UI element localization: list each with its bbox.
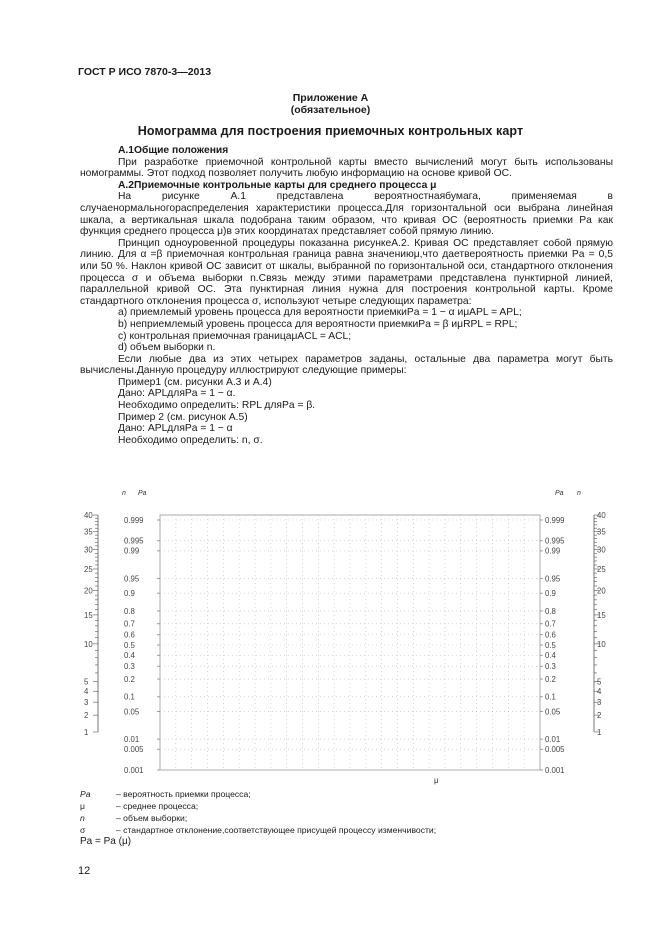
right-probability-label: 0.001 bbox=[545, 765, 565, 775]
left-sample-size-label: 4 bbox=[84, 687, 89, 697]
right-sample-size-label: 10 bbox=[597, 639, 606, 649]
left-sample-size-label: 10 bbox=[84, 639, 93, 649]
left-pa-axis-label: Pa bbox=[138, 490, 147, 497]
left-probability-label: 0.999 bbox=[124, 515, 144, 525]
left-sample-size-label: 5 bbox=[84, 677, 89, 687]
parameter-item-c: c) контрольная приемочная границаμACL = ACL; bbox=[118, 330, 352, 342]
body-text bbox=[80, 145, 613, 446]
left-probability-label: 0.01 bbox=[124, 734, 140, 744]
parameter-item-a: a) приемлемый уровень процесса для вероятности приемкиPa = 1 − α иμAPL = APL; bbox=[118, 307, 522, 319]
left-probability-label: 0.5 bbox=[124, 640, 135, 650]
left-sample-size-label: 30 bbox=[84, 545, 93, 555]
left-sample-size-label: 40 bbox=[84, 511, 93, 520]
left-probability-label: 0.995 bbox=[124, 536, 144, 546]
right-sample-size-label: 3 bbox=[597, 698, 602, 708]
left-probability-label: 0.4 bbox=[124, 651, 135, 661]
right-probability-label: 0.995 bbox=[545, 536, 565, 546]
right-sample-size-label: 1 bbox=[597, 728, 602, 737]
left-probability-label: 0.1 bbox=[124, 692, 135, 702]
right-probability-label: 0.7 bbox=[545, 619, 556, 629]
legend-row-n: n – объем выборки; bbox=[80, 813, 188, 823]
section-a2-paragraph-2: Принцип одноуровенной процедуры показанна рисункеА.2. Кривая ОС представляет собой прямую линию. Для α =β приемочная контрольная граница равна значениюμ,что даетвероятность приемки Pa = 0,5 или 50 %. Наклон кривой ОС зависит от шкалы, выбранной по горизонтальной оси, стандартного отклонения процесса σ и объема выборки n.Связь между этими параметрами представлена пунктирной линией, параллельной кривой ОС. Эта пунктирная линия нужна для построения контрольной карты. Кроме стандартного отклонения процесса σ, используют четыре следующих параметра: bbox=[80, 237, 613, 307]
left-probability-label: 0.05 bbox=[124, 707, 140, 717]
section-a2-paragraph-3: Если любые два из этих четырех параметров заданы, остальные два параметра могут быть вычислены.Данную процедуру иллюстрируют следующие примеры: bbox=[80, 353, 613, 377]
parameter-item-d: d) объем выборки n. bbox=[118, 342, 216, 354]
right-probability-label: 0.99 bbox=[545, 546, 561, 556]
right-probability-label: 0.95 bbox=[545, 574, 561, 584]
figure-legend bbox=[80, 788, 436, 848]
right-probability-label: 0.6 bbox=[545, 630, 556, 640]
left-sample-size-label: 3 bbox=[84, 698, 89, 708]
right-probability-label: 0.1 bbox=[545, 692, 556, 702]
right-probability-label: 0.01 bbox=[545, 734, 561, 744]
left-sample-size-label: 1 bbox=[84, 728, 89, 737]
section-a1-paragraph: При разработке приемочной контрольной карты вместо вычислений могут быть использованы номограммы. Этот подход позволяет получить любую информацию на основе кривой ОС. bbox=[80, 156, 613, 180]
left-probability-label: 0.8 bbox=[124, 606, 135, 616]
mu-axis-label: μ bbox=[434, 776, 439, 785]
right-probability-label: 0.8 bbox=[545, 606, 556, 616]
right-sample-size-label: 40 bbox=[597, 511, 606, 520]
left-sample-size-label: 2 bbox=[84, 711, 89, 721]
example-1-title: Пример1 (см. рисунки А.3 и А.4) bbox=[118, 376, 272, 388]
section-a2-heading: А.2Приемочные контрольные карты для среднего процесса μ bbox=[118, 179, 437, 191]
left-n-axis-label: n bbox=[122, 490, 126, 497]
nomogram-figure bbox=[0, 485, 661, 785]
right-probability-scale bbox=[540, 516, 565, 775]
page-number: 12 bbox=[78, 865, 91, 877]
annex-status: (обязательное) bbox=[290, 104, 371, 116]
example-2-given: Дано: APLдляPa = 1 − α bbox=[118, 423, 233, 435]
left-probability-scale bbox=[124, 516, 160, 775]
left-sample-size-label: 35 bbox=[84, 527, 93, 537]
parameter-item-b: b) неприемлемый уровень процесса для вероятности приемкиPa = β иμRPL = RPL; bbox=[118, 318, 518, 330]
example-2-title: Пример 2 (см. рисунок А.5) bbox=[118, 411, 248, 423]
annex-title: Приложение А bbox=[292, 92, 369, 104]
right-probability-label: 0.005 bbox=[545, 744, 565, 754]
left-probability-label: 0.2 bbox=[124, 674, 135, 684]
right-probability-label: 0.9 bbox=[545, 588, 556, 598]
section-a2-paragraph-1: На рисунке А.1 представлена вероятностнаябумага, применяемая в случаенормальногораспределения характеристики процесса.Для горизонтальной оси выбрана линейная шкала, а вертикальная шкала подобрана таким образом, что кривая ОС (вероятность приемки Pa как функция среднего процесса μ)в этих координатах представляет собой прямую линию. bbox=[80, 191, 613, 238]
section-a1-heading: А.1Общие положения bbox=[118, 145, 229, 156]
left-probability-label: 0.9 bbox=[124, 588, 135, 598]
example-1-find: Необходимо определить: RPL дляPa = β. bbox=[118, 400, 316, 412]
right-probability-label: 0.05 bbox=[545, 707, 561, 717]
left-probability-label: 0.005 bbox=[124, 744, 144, 754]
nomogram-grid bbox=[160, 515, 540, 770]
right-sample-size-label: 20 bbox=[597, 586, 606, 596]
left-sample-size-label: 15 bbox=[84, 610, 93, 620]
left-probability-label: 0.001 bbox=[124, 765, 144, 775]
legend-row-mu: μ – среднее процесса; bbox=[80, 801, 199, 811]
right-sample-size-scale bbox=[594, 511, 606, 737]
example-1-given: Дано: APLдляPa = 1 − α. bbox=[118, 388, 236, 400]
main-title: Номограмма для построения приемочных контрольных карт bbox=[137, 124, 524, 138]
right-probability-label: 0.2 bbox=[545, 674, 556, 684]
right-sample-size-label: 25 bbox=[597, 564, 606, 574]
right-probability-label: 0.3 bbox=[545, 662, 556, 672]
right-sample-size-label: 4 bbox=[597, 687, 602, 697]
document-standard-header: ГОСТ Р ИСО 7870-3—2013 bbox=[78, 66, 212, 78]
right-n-axis-label: n bbox=[577, 490, 581, 497]
right-probability-label: 0.999 bbox=[545, 515, 565, 525]
left-sample-size-scale bbox=[84, 511, 98, 737]
legend-row-sigma: σ – стандартное отклонение,соответствующее присущей процессу изменчивости; bbox=[80, 825, 437, 835]
right-sample-size-label: 2 bbox=[597, 711, 602, 721]
right-probability-label: 0.4 bbox=[545, 651, 556, 661]
legend-row-pa: Pa – вероятность приемки процесса; bbox=[80, 789, 251, 799]
left-probability-label: 0.95 bbox=[124, 574, 140, 584]
right-sample-size-label: 15 bbox=[597, 610, 606, 620]
left-probability-label: 0.99 bbox=[124, 546, 140, 556]
legend-formula: Pa = Pa (μ) bbox=[80, 836, 132, 847]
right-pa-axis-label: Pa bbox=[555, 490, 564, 497]
left-sample-size-label: 20 bbox=[84, 586, 93, 596]
right-probability-label: 0.5 bbox=[545, 640, 556, 650]
left-probability-label: 0.6 bbox=[124, 630, 135, 640]
left-probability-label: 0.7 bbox=[124, 619, 135, 629]
right-sample-size-label: 5 bbox=[597, 677, 602, 687]
right-sample-size-label: 30 bbox=[597, 545, 606, 555]
left-probability-label: 0.3 bbox=[124, 662, 135, 672]
left-sample-size-label: 25 bbox=[84, 564, 93, 574]
example-2-find: Необходимо определить: n, σ. bbox=[118, 434, 263, 446]
right-sample-size-label: 35 bbox=[597, 527, 606, 537]
